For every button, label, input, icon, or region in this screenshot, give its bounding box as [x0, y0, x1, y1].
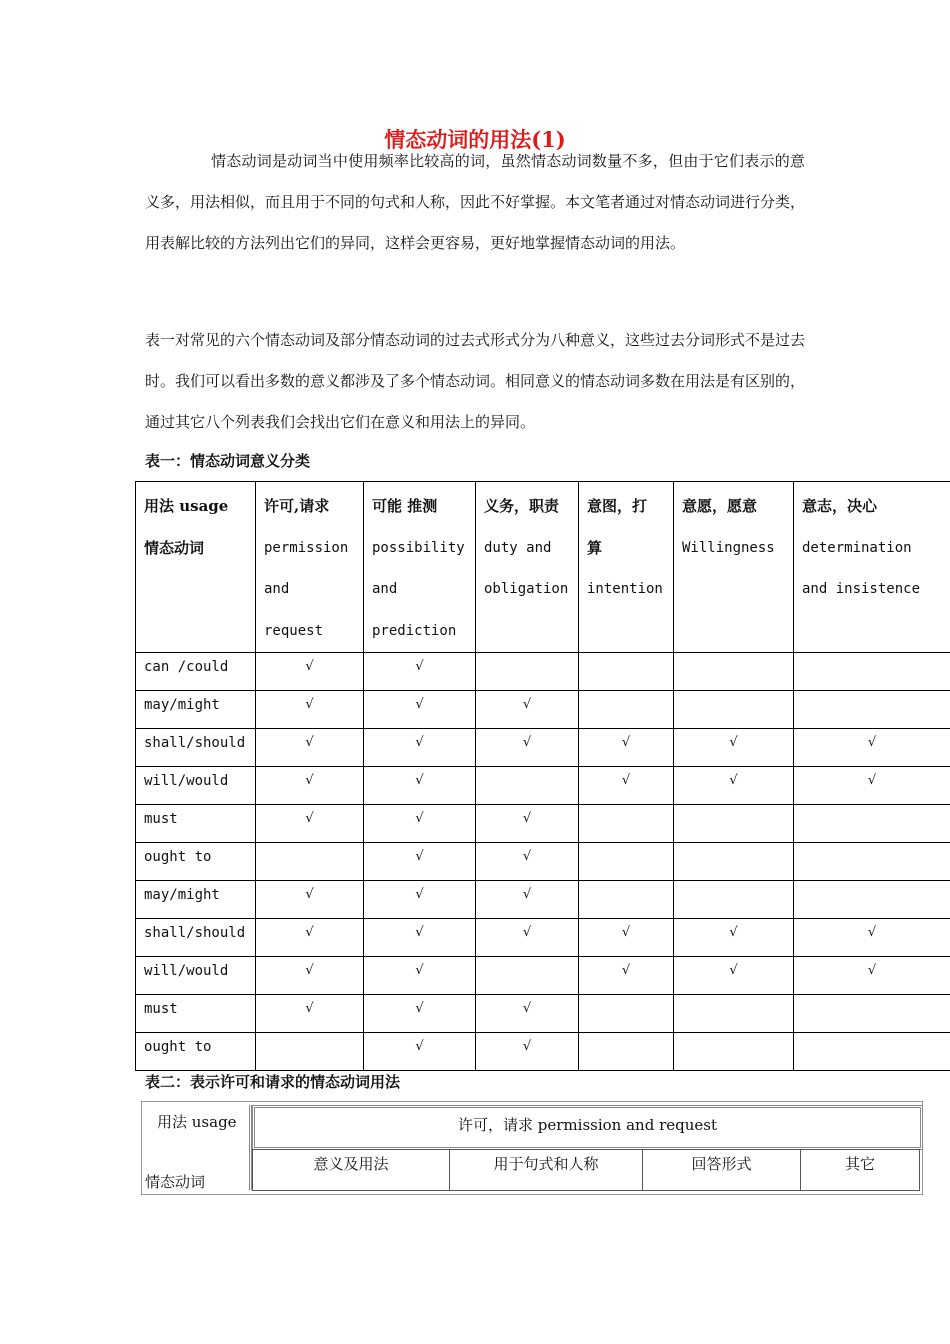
verb-cell: shall/should	[136, 919, 256, 957]
header-en: prediction	[372, 622, 457, 639]
header-en: and	[372, 581, 398, 597]
check-mark-cell: √	[476, 843, 579, 881]
check-mark-cell: √	[476, 995, 579, 1033]
check-mark-cell: √	[794, 919, 950, 957]
header-zh: 意愿，愿意	[682, 497, 758, 515]
check-mark-cell: √	[476, 881, 579, 919]
header-zh: 可能 推测	[372, 497, 438, 515]
empty-cell	[674, 1033, 794, 1071]
header-zh: 意图，打	[587, 497, 648, 515]
second-paragraph: 表一对常见的六个情态动词及部分情态动词的过去式形式分为八种意义，这些过去分词形式不是过去时。我们可以看出多数的意义都涉及了多个情态动词。相同意义的情态动词多数在用法是有区别的，通过其它八个列表我们会找出它们在意义和用法上的异同。	[145, 331, 806, 431]
verb-cell: will/would	[136, 767, 256, 805]
header-en: possibility	[372, 539, 465, 556]
header-en: 情态动词	[144, 538, 205, 557]
empty-cell	[674, 995, 794, 1033]
header-cell	[136, 482, 256, 653]
empty-cell	[476, 653, 579, 691]
check-mark-cell: √	[256, 957, 364, 995]
verb-cell: must	[136, 805, 256, 843]
check-mark-cell: √	[364, 995, 476, 1033]
empty-cell	[674, 653, 794, 691]
check-mark-cell: √	[364, 1033, 476, 1071]
empty-cell	[579, 995, 674, 1033]
header-cell	[674, 482, 794, 653]
check-mark-cell: √	[794, 729, 950, 767]
verb-cell: can /could	[136, 653, 256, 691]
header-zh: 许可,请求	[264, 497, 330, 515]
empty-cell	[794, 881, 950, 919]
sub-header-cell: 其它	[800, 1149, 920, 1191]
table-row	[136, 805, 950, 843]
check-mark-cell: √	[256, 767, 364, 805]
check-mark-cell: √	[674, 919, 794, 957]
header-zh: 意志，决心	[802, 497, 878, 515]
check-mark-cell: √	[364, 919, 476, 957]
check-mark-cell: √	[364, 691, 476, 729]
check-mark-cell: √	[579, 729, 674, 767]
header-cell	[364, 482, 476, 653]
check-mark-cell: √	[256, 653, 364, 691]
check-mark-cell: √	[674, 767, 794, 805]
header-en: intention	[587, 581, 663, 597]
table-body	[136, 653, 950, 1071]
span-header-cell: 许可，请求 permission and request	[252, 1105, 923, 1150]
verb-cell: ought to	[136, 843, 256, 881]
check-mark-cell: √	[674, 729, 794, 767]
empty-cell	[674, 881, 794, 919]
table-row	[136, 881, 950, 919]
header-en: and insistence	[802, 581, 921, 597]
check-mark-cell: √	[476, 691, 579, 729]
check-mark-cell: √	[674, 957, 794, 995]
check-mark-cell: √	[476, 805, 579, 843]
check-mark-cell: √	[256, 805, 364, 843]
empty-cell	[256, 843, 364, 881]
header-en: and	[264, 581, 290, 597]
header-en: obligation	[484, 581, 569, 597]
header-en: 算	[587, 538, 603, 557]
table-row	[136, 767, 950, 805]
table1-caption: 表一：情态动词意义分类	[145, 452, 311, 470]
sub-header-cell: 用于句式和人称	[449, 1149, 643, 1191]
header-cell	[579, 482, 674, 653]
header-en: request	[264, 622, 324, 639]
sub-header-cell: 意义及用法	[252, 1149, 450, 1191]
header-en: determination	[802, 539, 912, 556]
verb-cell: will/would	[136, 957, 256, 995]
sub-header-cell: 回答形式	[642, 1149, 801, 1191]
check-mark-cell: √	[364, 843, 476, 881]
table-row	[136, 957, 950, 995]
empty-cell	[476, 957, 579, 995]
empty-cell	[579, 881, 674, 919]
left-header-top: 用法 usage	[157, 1113, 237, 1131]
header-cell	[794, 482, 950, 653]
empty-cell	[674, 843, 794, 881]
check-mark-cell: √	[364, 653, 476, 691]
empty-cell	[579, 843, 674, 881]
header-zh: 义务，职责	[484, 497, 560, 515]
check-mark-cell: √	[476, 919, 579, 957]
empty-cell	[256, 1033, 364, 1071]
check-mark-cell: √	[476, 729, 579, 767]
table-row	[136, 919, 950, 957]
page-title: 情态动词的用法(1)	[384, 127, 566, 152]
check-mark-cell: √	[579, 919, 674, 957]
left-header-cell	[143, 1105, 252, 1190]
table-row	[136, 1033, 950, 1071]
permission-request-table	[141, 1101, 923, 1195]
header-cell	[476, 482, 579, 653]
empty-cell	[794, 653, 950, 691]
empty-cell	[794, 691, 950, 729]
header-row	[136, 482, 950, 653]
check-mark-cell: √	[364, 729, 476, 767]
empty-cell	[794, 1033, 950, 1071]
empty-cell	[794, 843, 950, 881]
empty-cell	[476, 767, 579, 805]
verb-cell: ought to	[136, 1033, 256, 1071]
table-row	[136, 843, 950, 881]
empty-cell	[579, 805, 674, 843]
check-mark-cell: √	[364, 957, 476, 995]
left-header-bottom: 情态动词	[145, 1173, 206, 1191]
header-en: duty and	[484, 539, 552, 556]
table-row	[136, 729, 950, 767]
check-mark-cell: √	[256, 919, 364, 957]
header-cell	[256, 482, 364, 653]
header-en: Willingness	[682, 539, 775, 556]
verb-cell: may/might	[136, 881, 256, 919]
table-row	[136, 691, 950, 729]
table2-caption: 表二：表示许可和请求的情态动词用法	[145, 1073, 401, 1091]
check-mark-cell: √	[794, 767, 950, 805]
table-header-row	[136, 482, 950, 653]
check-mark-cell: √	[794, 957, 950, 995]
empty-cell	[579, 691, 674, 729]
check-mark-cell: √	[256, 881, 364, 919]
empty-cell	[674, 805, 794, 843]
empty-cell	[674, 691, 794, 729]
empty-cell	[579, 1033, 674, 1071]
verb-cell: must	[136, 995, 256, 1033]
check-mark-cell: √	[256, 691, 364, 729]
check-mark-cell: √	[476, 1033, 579, 1071]
empty-cell	[579, 653, 674, 691]
check-mark-cell: √	[579, 767, 674, 805]
modal-meaning-table	[135, 481, 950, 1071]
check-mark-cell: √	[364, 805, 476, 843]
verb-cell: may/might	[136, 691, 256, 729]
header-zh: 用法 usage	[144, 497, 229, 515]
empty-cell	[794, 995, 950, 1033]
empty-cell	[794, 805, 950, 843]
sub-header-row	[252, 1149, 919, 1191]
intro-paragraph: 情态动词是动词当中使用频率比较高的词，虽然情态动词数量不多，但由于它们表示的意义多，用法相似，而且用于不同的句式和人称，因此不好掌握。本文笔者通过对情态动词进行分类，用表解比较的方法列出它们的异同，这样会更容易，更好地掌握情态动词的用法。	[145, 152, 806, 252]
table-row	[136, 653, 950, 691]
check-mark-cell: √	[256, 995, 364, 1033]
check-mark-cell: √	[256, 729, 364, 767]
check-mark-cell: √	[579, 957, 674, 995]
verb-cell: shall/should	[136, 729, 256, 767]
check-mark-cell: √	[364, 767, 476, 805]
header-en: permission	[264, 539, 349, 556]
check-mark-cell: √	[364, 881, 476, 919]
table-row	[136, 995, 950, 1033]
